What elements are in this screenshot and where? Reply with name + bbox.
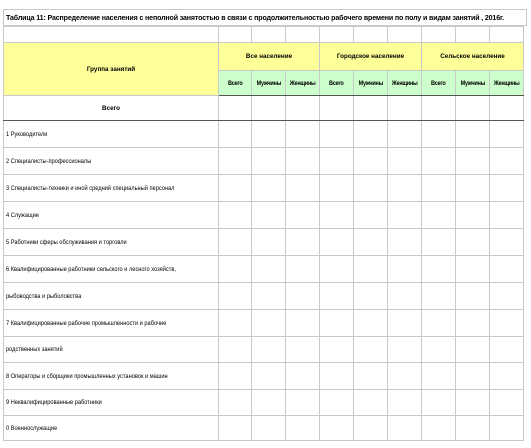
row-label-text: 2 Специалисты-профессионалы (6, 157, 92, 165)
cell[interactable] (286, 283, 320, 310)
cell[interactable] (490, 363, 524, 390)
cell[interactable] (252, 202, 286, 229)
cell[interactable] (320, 283, 354, 310)
cell[interactable] (219, 310, 252, 337)
cell[interactable] (320, 310, 354, 337)
cell[interactable] (388, 96, 422, 121)
table-row (4, 363, 524, 390)
cell[interactable] (422, 416, 456, 441)
cell[interactable] (252, 337, 286, 363)
row-label-text: родственных занятий (6, 346, 63, 353)
cell[interactable] (354, 27, 388, 43)
cell[interactable] (286, 310, 320, 337)
cell[interactable] (422, 363, 456, 390)
table-row (4, 283, 524, 310)
cell[interactable] (456, 310, 490, 337)
cell[interactable] (422, 337, 456, 363)
cell[interactable] (388, 310, 422, 337)
row-label[interactable] (4, 229, 219, 256)
cell[interactable] (320, 416, 354, 441)
cell[interactable] (252, 390, 286, 416)
cell[interactable] (456, 229, 490, 256)
cell[interactable] (388, 148, 422, 175)
cell[interactable] (286, 337, 320, 363)
spacer-row (4, 27, 524, 43)
cell[interactable] (422, 175, 456, 202)
cell[interactable] (252, 416, 286, 441)
cell[interactable] (320, 202, 354, 229)
cell[interactable] (388, 363, 422, 390)
row-label[interactable] (4, 337, 219, 363)
cell[interactable] (354, 310, 388, 337)
cell[interactable] (252, 148, 286, 175)
row-label-text: 5 Работники сферы обслуживания и торговли (6, 238, 127, 246)
cell[interactable] (320, 175, 354, 202)
cell[interactable] (320, 121, 354, 148)
cell[interactable] (219, 256, 252, 283)
cell[interactable] (354, 175, 388, 202)
cell[interactable] (286, 202, 320, 229)
table-row (4, 390, 524, 416)
row-label-text: 3 Специалисты-техники и иной средний специальный персонал (6, 184, 175, 192)
section-header-all[interactable]: Все население (219, 43, 320, 71)
cell[interactable] (320, 229, 354, 256)
cell[interactable] (252, 121, 286, 148)
cell[interactable] (286, 175, 320, 202)
subheader-men[interactable]: Мужчины (354, 71, 388, 96)
cell[interactable] (219, 416, 252, 441)
cell[interactable] (354, 202, 388, 229)
subheader-men[interactable]: Мужчины (252, 71, 286, 96)
subheader-women[interactable]: Женщины (490, 71, 524, 96)
cell[interactable] (252, 283, 286, 310)
cell[interactable] (219, 390, 252, 416)
cell[interactable] (388, 229, 422, 256)
cell[interactable] (320, 148, 354, 175)
cell[interactable] (456, 175, 490, 202)
row-label[interactable] (4, 416, 219, 441)
cell[interactable] (490, 337, 524, 363)
table-row (4, 416, 524, 441)
row-label[interactable] (4, 175, 219, 202)
cell[interactable] (286, 96, 320, 121)
cell[interactable] (422, 229, 456, 256)
cell[interactable] (422, 27, 456, 43)
row-label[interactable] (4, 310, 219, 337)
cell[interactable] (456, 416, 490, 441)
subheader-total[interactable]: Всего (219, 71, 252, 96)
table-title-text: Таблица 11: Распределение населения с неполной занятостью в связи с продолжительностью рабочего времени по полу и видам занятий , 2016г. (6, 13, 504, 22)
cell[interactable] (388, 390, 422, 416)
cell[interactable] (219, 363, 252, 390)
row-label-text: 0 Военнослужащие (6, 424, 58, 432)
table-row (4, 202, 524, 229)
cell[interactable] (252, 363, 286, 390)
cell[interactable] (219, 96, 252, 121)
section-header-rural[interactable]: Сельское население (422, 43, 524, 71)
cell[interactable] (388, 121, 422, 148)
cell[interactable] (354, 390, 388, 416)
cell[interactable] (422, 148, 456, 175)
row-label-text: 4 Служащие (6, 211, 39, 219)
cell[interactable] (320, 27, 354, 43)
cell[interactable] (490, 121, 524, 148)
cell[interactable] (4, 27, 219, 43)
occupation-rows (4, 121, 524, 441)
table-row (4, 175, 524, 202)
cell[interactable] (422, 256, 456, 283)
cell[interactable] (320, 337, 354, 363)
cell[interactable] (490, 256, 524, 283)
cell[interactable] (286, 121, 320, 148)
cell[interactable] (286, 27, 320, 43)
cell[interactable] (354, 121, 388, 148)
cell[interactable] (456, 148, 490, 175)
group-header[interactable]: Группа занятий (4, 43, 219, 96)
cell[interactable] (388, 175, 422, 202)
cell[interactable] (219, 337, 252, 363)
cell[interactable] (354, 337, 388, 363)
row-label-text: 6 Квалифицированные работники сельского и лесного хозяйств, (6, 265, 176, 273)
cell[interactable] (219, 175, 252, 202)
cell[interactable] (490, 390, 524, 416)
row-label-text: 8 Операторы и сборщики промышленных установок и машин (6, 372, 168, 380)
subheader-total[interactable]: Всего (320, 71, 354, 96)
cell[interactable] (388, 27, 422, 43)
cell[interactable] (490, 96, 524, 121)
row-label[interactable] (4, 363, 219, 390)
row-label[interactable] (4, 148, 219, 175)
subheader-women[interactable]: Женщины (388, 71, 422, 96)
cell[interactable] (456, 337, 490, 363)
row-label[interactable] (4, 390, 219, 416)
cell[interactable] (252, 175, 286, 202)
cell[interactable] (252, 310, 286, 337)
subheader-men[interactable]: Мужчины (456, 71, 490, 96)
header-row (4, 43, 524, 71)
cell[interactable] (456, 283, 490, 310)
cell[interactable] (286, 390, 320, 416)
total-row (4, 96, 524, 121)
cell[interactable] (456, 27, 490, 43)
cell[interactable] (219, 148, 252, 175)
table-row (4, 121, 524, 148)
cell[interactable] (388, 256, 422, 283)
cell[interactable] (252, 27, 286, 43)
row-label[interactable] (4, 121, 219, 148)
table-row (4, 256, 524, 283)
cell[interactable] (490, 175, 524, 202)
cell[interactable] (354, 229, 388, 256)
cell[interactable] (388, 202, 422, 229)
data-table (3, 26, 524, 441)
cell[interactable] (286, 416, 320, 441)
cell[interactable] (320, 256, 354, 283)
cell[interactable] (219, 27, 252, 43)
cell[interactable] (286, 256, 320, 283)
cell[interactable] (490, 202, 524, 229)
table-row (4, 229, 524, 256)
subheader-total[interactable]: Всего (422, 71, 456, 96)
cell[interactable] (490, 416, 524, 441)
subheader-women[interactable]: Женщины (286, 71, 320, 96)
cell[interactable] (354, 283, 388, 310)
cell[interactable] (388, 416, 422, 441)
cell[interactable] (354, 416, 388, 441)
cell[interactable] (456, 96, 490, 121)
section-header-urban[interactable]: Городское население (320, 43, 422, 71)
cell[interactable] (388, 337, 422, 363)
cell[interactable] (354, 148, 388, 175)
row-label[interactable] (4, 256, 219, 283)
cell[interactable] (422, 121, 456, 148)
cell[interactable] (456, 390, 490, 416)
cell[interactable] (490, 283, 524, 310)
row-label[interactable] (4, 283, 219, 310)
cell[interactable] (354, 256, 388, 283)
cell[interactable] (388, 283, 422, 310)
cell[interactable] (252, 256, 286, 283)
row-label-text: 9 Неквалифицированные работники (6, 399, 102, 406)
cell[interactable] (422, 96, 456, 121)
cell[interactable] (320, 363, 354, 390)
cell[interactable] (219, 229, 252, 256)
cell[interactable] (422, 310, 456, 337)
cell[interactable] (219, 283, 252, 310)
cell[interactable] (456, 202, 490, 229)
total-label[interactable]: Всего (4, 96, 219, 121)
cell[interactable] (219, 121, 252, 148)
cell[interactable] (456, 256, 490, 283)
cell[interactable] (422, 283, 456, 310)
cell[interactable] (490, 27, 524, 43)
cell[interactable] (219, 202, 252, 229)
table-row (4, 310, 524, 337)
row-label[interactable] (4, 202, 219, 229)
cell[interactable] (490, 229, 524, 256)
cell[interactable] (456, 121, 490, 148)
cell[interactable] (252, 229, 286, 256)
cell[interactable] (286, 148, 320, 175)
row-label-text: 7 Квалифицированные рабочие промышленности и рабочие (6, 319, 167, 327)
cell[interactable] (456, 363, 490, 390)
table-row (4, 337, 524, 363)
cell[interactable] (320, 390, 354, 416)
row-label-text: 1 Руководители (6, 130, 48, 138)
cell[interactable] (422, 390, 456, 416)
cell[interactable] (252, 96, 286, 121)
cell[interactable] (490, 310, 524, 337)
cell[interactable] (354, 363, 388, 390)
cell[interactable] (286, 229, 320, 256)
table-title (3, 9, 527, 26)
cell[interactable] (320, 96, 354, 121)
table-row (4, 148, 524, 175)
cell[interactable] (286, 363, 320, 390)
cell[interactable] (422, 202, 456, 229)
cell[interactable] (490, 148, 524, 175)
row-label-text: рыбоводства и рыболовства (6, 292, 82, 300)
cell[interactable] (354, 96, 388, 121)
